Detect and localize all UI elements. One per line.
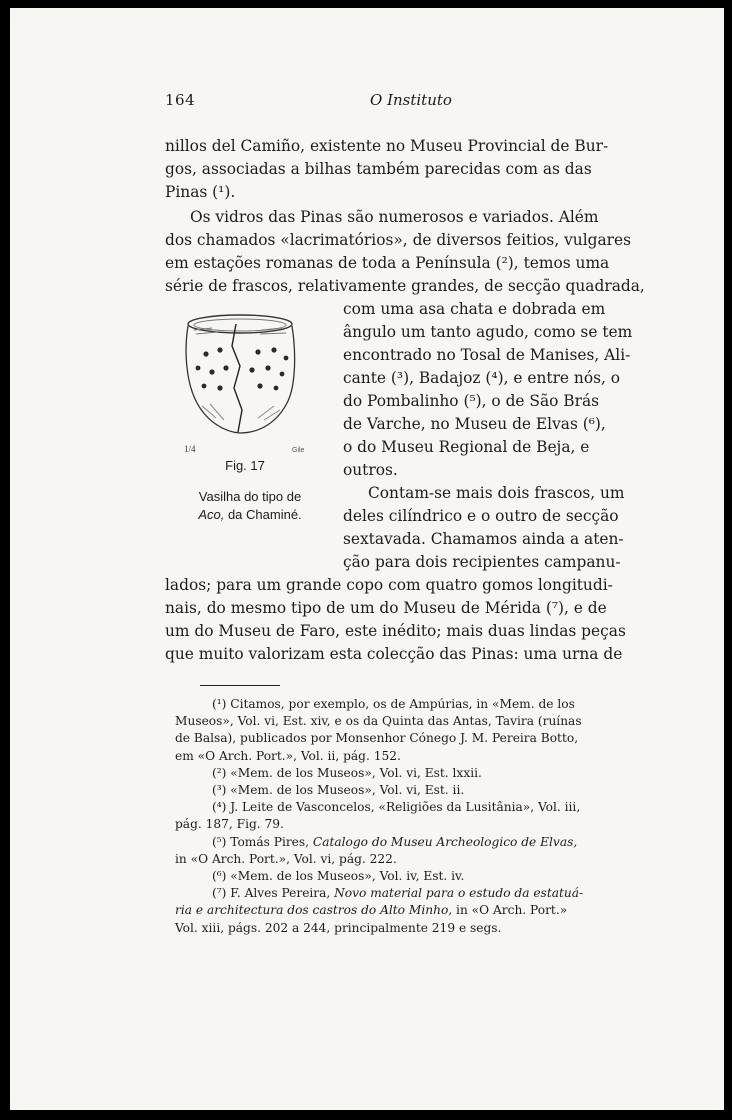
vessel-illustration (182, 306, 312, 456)
figure-caption (170, 488, 330, 524)
footnote-line (175, 920, 501, 937)
footnote-text: de Balsa), publicados por Monsenhor Cónego J. M. Pereira Botto, (175, 731, 579, 746)
page-header (165, 91, 645, 111)
footnote-text: (²) «Mem. de los Museos», Vol. vi, Est. lxxii. (212, 765, 482, 780)
footnote-text: em «O Arch. Port.», Vol. ii, pág. 152. (175, 748, 401, 763)
footnote-line (175, 902, 567, 919)
footnote-text: Novo material para o estudo da estatuá- (334, 886, 584, 901)
body-line: nillos del Camiño, existente no Museu Provincial de Bur- (165, 137, 609, 155)
body-line: Contam-se mais dois frascos, um (368, 484, 625, 502)
figure-caption-rest: da Chaminé. (224, 507, 302, 522)
footnote-text: in «O Arch. Port.», Vol. vi, pág. 222. (175, 851, 397, 866)
body-line: um do Museu de Faro, este inédito; mais duas lindas peças (165, 622, 626, 640)
footnote-line (212, 885, 583, 902)
footnote-text: (³) «Mem. de los Museos», Vol. vi, Est. ii. (212, 783, 465, 797)
body-line: Pinas (¹). (165, 183, 236, 201)
body-line: outros. (343, 461, 398, 479)
body-line: ângulo um tanto agudo, como se tem (343, 323, 633, 341)
scale-mark-left: 1/4 (184, 444, 196, 454)
body-line: sextavada. Chamamos ainda a aten- (343, 530, 624, 548)
figure-caption-line: Vasilha do tipo de (198, 489, 302, 504)
body-line: série de frascos, relativamente grandes, de secção quadrada, (165, 277, 645, 295)
footnote-divider (200, 685, 280, 686)
footnote-line (175, 748, 401, 765)
figure-caption-line (170, 506, 330, 524)
footnote-text: (⁷) F. Alves Pereira, (212, 886, 335, 901)
footnote-line (212, 696, 575, 713)
body-line: que muito valorizam esta colecção das Pinas: uma urna de (165, 645, 623, 663)
body-line: gos, associadas a bilhas também parecidas com as das (165, 160, 592, 178)
footnote-text: ria e architectura dos castros do Alto Minho, (175, 903, 453, 918)
body-line: dos chamados «lacrimatórios», de diversos feitios, vulgares (165, 231, 632, 249)
footnote-text: Catalogo do Museu Archeologico de Elvas, (312, 834, 578, 849)
page-number: 164 (165, 91, 196, 109)
footnote-line (212, 799, 580, 816)
footnote-text: Museos», Vol. vi, Est. xiv, e os da Quinta das Antas, Tavira (ruínas (175, 714, 582, 729)
footnote-line (212, 834, 577, 851)
footnote-line (175, 713, 582, 730)
body-line: lados; para um grande copo com quatro gomos longitudi- (165, 576, 613, 594)
body-line: ção para dois recipientes campanu- (343, 553, 621, 571)
body-line: de Varche, no Museu de Elvas (⁶), (343, 415, 606, 433)
body-line: do Pombalinho (⁵), o de São Brás (343, 392, 600, 410)
footnote-text: (¹) Citamos, por exemplo, os de Ampúrias, in «Mem. de los (212, 697, 575, 711)
footnote-line (212, 782, 464, 799)
body-line: em estações romanas de toda a Península (²), temos uma (165, 254, 610, 272)
footnote-line (212, 868, 464, 885)
footnote-text: (⁵) Tomás Pires, (212, 834, 313, 849)
footnote-text: Vol. xiii, págs. 202 a 244, principalmente 219 e segs. (175, 920, 502, 935)
body-line: Os vidros das Pinas são numerosos e variados. Além (190, 208, 599, 226)
body-line: nais, do mesmo tipo de um do Museu de Mérida (⁷), e de (165, 599, 607, 617)
body-line: deles cilíndrico e o outro de secção (343, 507, 619, 525)
footnote-text: (⁶) «Mem. de los Museos», Vol. iv, Est. iv. (212, 869, 465, 883)
body-line: o do Museu Regional de Beja, e (343, 438, 590, 456)
body-line: cante (³), Badajoz (⁴), e entre nós, o (343, 369, 621, 387)
footnote-line (175, 730, 578, 747)
footnote-line (212, 765, 482, 782)
scale-mark-right: Gile (292, 447, 305, 454)
footnote-line (175, 851, 397, 868)
figure-17 (170, 306, 330, 544)
footnote-line (175, 816, 284, 833)
body-line: encontrado no Tosal de Manises, Ali- (343, 346, 631, 364)
document-page (10, 8, 724, 1110)
figure-caption-italic: Aco, (198, 507, 225, 522)
footnote-text: (⁴) J. Leite de Vasconcelos, «Religiões da Lusitânia», Vol. iii, (212, 800, 581, 815)
footnote-text: pág. 187, Fig. 79. (175, 817, 284, 832)
figure-label: Fig. 17 (225, 458, 265, 473)
footnote-text: in «O Arch. Port.» (452, 903, 568, 918)
running-title: O Instituto (370, 91, 452, 109)
body-line: com uma asa chata e dobrada em (343, 300, 606, 318)
